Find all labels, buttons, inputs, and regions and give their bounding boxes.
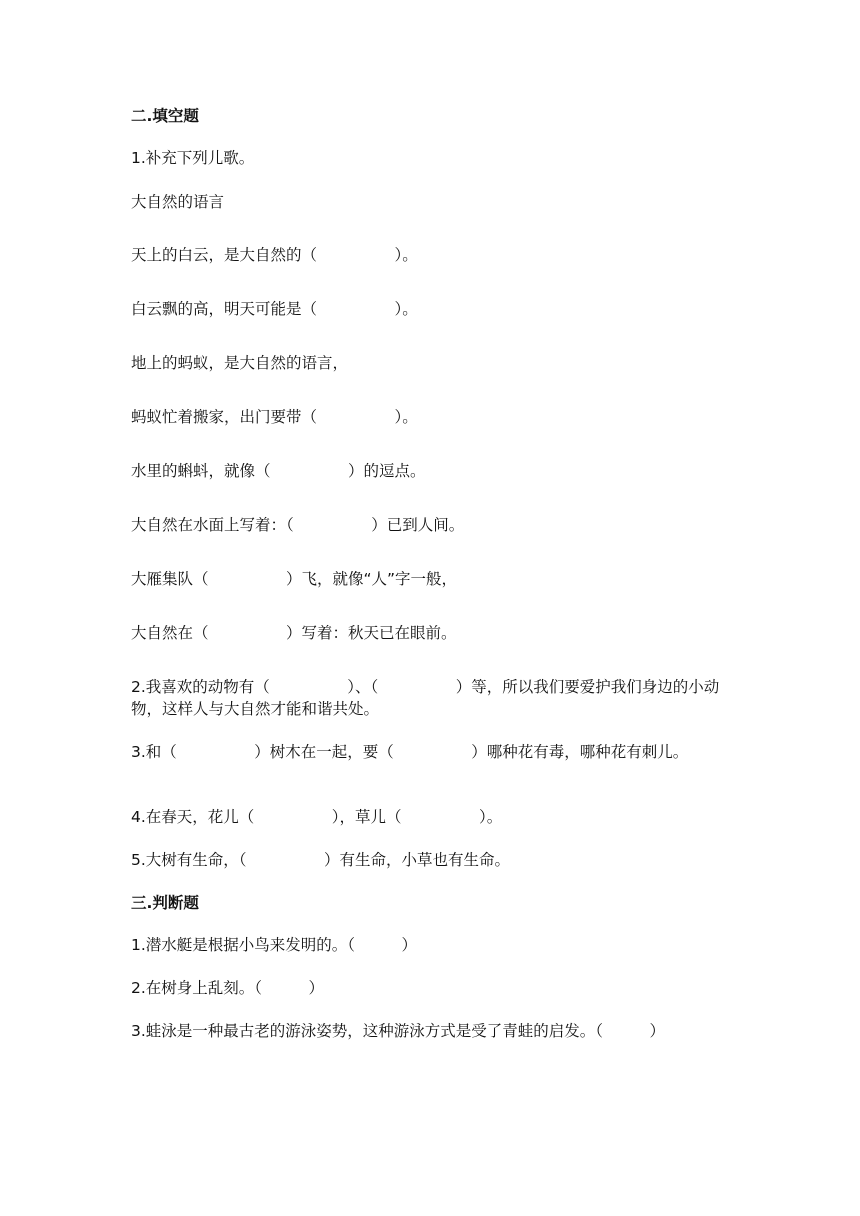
poem-line-4: 蚂蚁忙着搬家，出门要带（ ）。 bbox=[131, 408, 418, 426]
poem-line-2: 白云飘的高，明天可能是（ ）。 bbox=[131, 300, 418, 318]
poem-line-8: 大自然在（ ）写着：秋天已在眼前。 bbox=[131, 624, 457, 642]
judge-item-3: 3.蛙泳是一种最古老的游泳姿势，这种游泳方式是受了青蛙的启发。（ ） bbox=[131, 1022, 666, 1040]
poem-line-6: 大自然在水面上写着：（ ）已到人间。 bbox=[131, 516, 465, 534]
question-1-prompt: 1.补充下列儿歌。 bbox=[131, 149, 255, 167]
poem-line-3: 地上的蚂蚁，是大自然的语言， bbox=[131, 354, 349, 372]
poem-line-7: 大雁集队（ ）飞，就像“人”字一般， bbox=[131, 570, 458, 588]
section-title-true-false: 三.判断题 bbox=[131, 894, 199, 912]
poem-title: 大自然的语言 bbox=[131, 193, 225, 211]
judge-item-2: 2.在树身上乱刻。（ ） bbox=[131, 979, 325, 997]
question-3: 3.和（ ）树木在一起，要（ ）哪种花有毒，哪种花有刺儿。 bbox=[131, 743, 689, 761]
poem-line-5: 水里的蝌蚪，就像（ ）的逗点。 bbox=[131, 462, 426, 480]
poem-line-1: 天上的白云，是大自然的（ ）。 bbox=[131, 246, 418, 264]
judge-item-1: 1.潜水艇是根据小鸟来发明的。（ ） bbox=[131, 936, 418, 954]
question-2: 2.我喜欢的动物有（ ）、（ ）等，所以我们要爱护我们身边的小动物，这样人与大自然才能和谐共处。 bbox=[131, 678, 720, 718]
section-title-fill-blank: 二.填空题 bbox=[131, 107, 199, 125]
question-5: 5.大树有生命，（ ）有生命，小草也有生命。 bbox=[131, 851, 511, 869]
question-4: 4.在春天，花儿（ ），草儿（ ）。 bbox=[131, 808, 503, 826]
